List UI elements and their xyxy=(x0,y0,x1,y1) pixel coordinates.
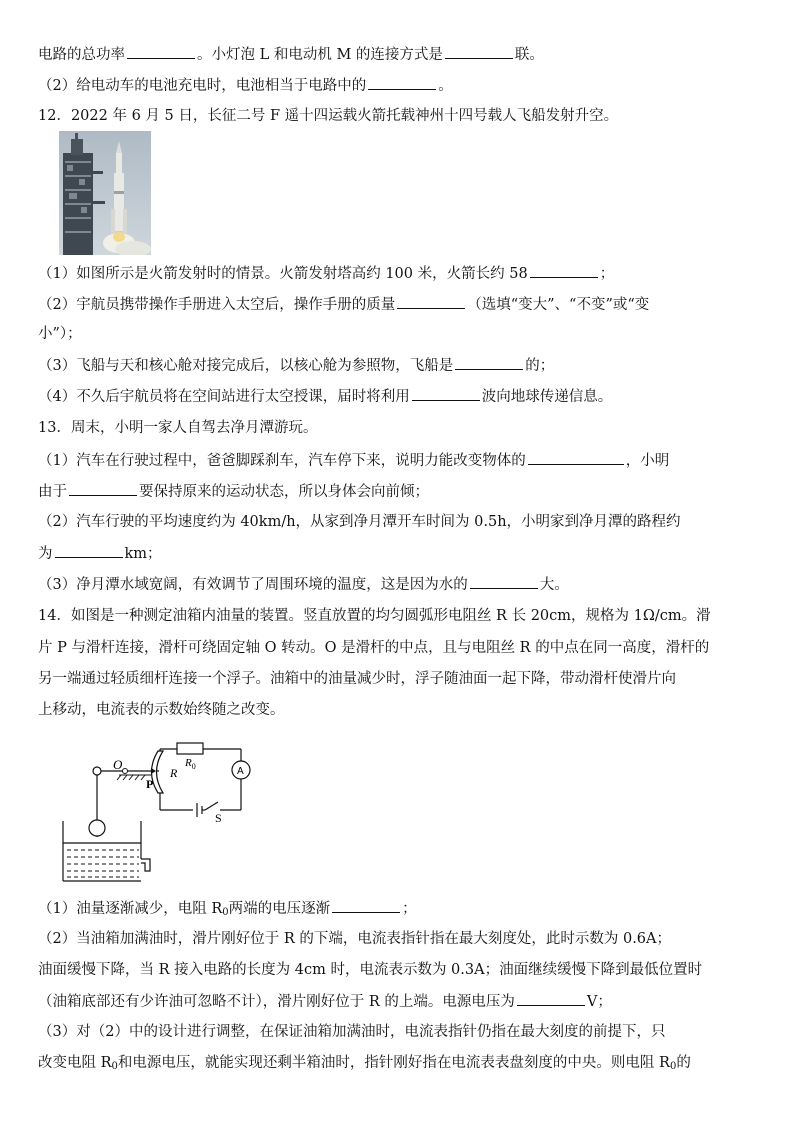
label-s: S xyxy=(215,811,222,825)
answer-blank[interactable] xyxy=(397,294,465,309)
text: ； xyxy=(599,266,615,282)
text: （1）如图所示是火箭发射时的情景。火箭发射塔高约 100 米，火箭长约 58 xyxy=(38,266,528,282)
label-r0: $R_0$ xyxy=(185,757,196,771)
q14-stem-4: 上移动，电流表的示数始终随之改变。 xyxy=(38,702,285,718)
text: 和电源电压，就能实现还剩半箱油时，指针刚好指在电流表表盘刻度的中央。则电阻 R xyxy=(117,1055,670,1071)
q13-part2: （2）汽车行驶的平均速度约为 40km/h，从家到净月潭开车时间为 0.5h，小明家到净月潭的路程约 xyxy=(38,514,681,530)
q13-part3 xyxy=(38,574,569,595)
q12-stem: 12．2022 年 6 月 5 日，长征二号 F 遥十四运载火箭托载神州十四号载人飞船发射升空。 xyxy=(38,108,619,124)
q13-stem: 13．周末，小明一家人自驾去净月潭游玩。 xyxy=(38,420,318,436)
answer-blank[interactable] xyxy=(332,898,400,913)
answer-blank[interactable] xyxy=(368,75,436,90)
q13-part2-cont xyxy=(38,543,162,564)
answer-blank[interactable] xyxy=(455,355,523,370)
q14-part3-1: （3）对（2）中的设计进行调整，在保证油箱加满油时，电流表指针仍指在最大刻度的前提下，只 xyxy=(38,1024,666,1040)
q14-part2-2: 油面缓慢下降，当 R 接入电路的长度为 4cm 时，电流表示数为 0.3A；油面继续缓慢下降到最低位置时 xyxy=(38,962,703,978)
q14-part3-2 xyxy=(38,1053,691,1077)
answer-blank[interactable] xyxy=(517,991,585,1006)
q11-line-a xyxy=(38,44,544,65)
label-r: R xyxy=(170,766,178,780)
text: （油箱底部还有少许油可忽略不计），滑片刚好位于 R 的上端。电源电压为 xyxy=(38,994,515,1010)
text: 联。 xyxy=(514,47,544,63)
answer-blank[interactable] xyxy=(127,44,195,59)
float-icon xyxy=(89,820,105,836)
q14-part1 xyxy=(38,898,417,923)
answer-blank[interactable] xyxy=(69,481,137,496)
text: 波向地球传递信息。 xyxy=(481,389,613,405)
resistor-r0 xyxy=(177,743,203,754)
rocket-launch-image xyxy=(59,131,151,255)
q14-part2-3 xyxy=(38,991,612,1012)
text: 。 xyxy=(438,78,453,94)
text: V； xyxy=(586,994,612,1010)
text: 的 xyxy=(676,1055,691,1071)
text: ，小明 xyxy=(625,453,670,469)
q12-part2-cont: 小”）； xyxy=(38,326,82,342)
subscript: 0 xyxy=(222,907,229,918)
text: （2）宇航员携带操作手册进入太空后，操作手册的质量 xyxy=(38,297,396,313)
text: （4）不久后宇航员将在空间站进行太空授课，届时将利用 xyxy=(38,389,410,405)
text: 要保持原来的运动状态，所以身体会向前倾； xyxy=(139,484,429,500)
q14-stem-3: 另一端通过轻质细杆连接一个浮子。油箱中的油量减少时，浮子随油面一起下降，带动滑杆使滑片向 xyxy=(38,671,676,687)
label-p: P xyxy=(146,777,154,791)
q12-part4 xyxy=(38,386,612,407)
label-o: O xyxy=(113,757,123,772)
pivot-o-icon xyxy=(93,767,101,775)
text: （选填“变大”、“不变”或“变 xyxy=(467,297,650,313)
text: 为 xyxy=(38,546,53,562)
answer-blank[interactable] xyxy=(412,386,480,401)
q13-part1-cont xyxy=(38,481,429,502)
text: ； xyxy=(402,901,417,917)
answer-blank[interactable] xyxy=(445,44,513,59)
answer-blank[interactable] xyxy=(530,263,598,278)
q14-stem-1: 14．如图是一种测定油箱内油量的装置。竖直放置的均匀圆弧形电阻丝 R 长 20cm，规格为 1Ω/cm。滑 xyxy=(38,608,711,624)
text: （3）净月潭水域宽阔，有效调节了周围环境的温度，这是因为水的 xyxy=(38,577,468,593)
text: 改变电阻 R xyxy=(38,1055,112,1071)
rocket-launch-photo xyxy=(59,131,151,255)
text: 。小灯泡 L 和电动机 M 的连接方式是 xyxy=(197,47,443,63)
label-a: A xyxy=(237,766,244,777)
q14-stem-2: 片 P 与滑杆连接，滑杆可绕固定轴 O 转动。O 是滑杆的中点，且与电阻丝 R 的中点在同一高度，滑杆的 xyxy=(38,640,710,656)
answer-blank[interactable] xyxy=(55,543,123,558)
circuit-svg xyxy=(55,725,265,885)
text: （3）飞船与天和核心舱对接完成后，以核心舱为参照物，飞船是 xyxy=(38,358,454,374)
q13-part1 xyxy=(38,450,669,471)
text: 的； xyxy=(525,358,555,374)
subscript: 0 xyxy=(669,1061,677,1072)
text: 由于 xyxy=(38,484,67,500)
q12-part1 xyxy=(38,263,614,284)
text: （1）油量逐渐减少，电阻 R xyxy=(38,901,223,917)
text: （1）汽车在行驶过程中，爸爸脚踩刹车，汽车停下来，说明力能改变物体的 xyxy=(38,453,526,469)
text: 电路的总功率 xyxy=(38,47,125,63)
text: km； xyxy=(124,546,162,562)
answer-blank[interactable] xyxy=(470,574,538,589)
subscript: 0 xyxy=(111,1061,118,1072)
answer-blank[interactable] xyxy=(528,450,624,465)
text: 大。 xyxy=(539,577,569,593)
text: 两端的电压逐渐 xyxy=(228,901,331,917)
q12-part2 xyxy=(38,294,649,315)
q14-part2-1: （2）当油箱加满油时，滑片刚好位于 R 的下端，电流表指针指在最大刻度处，此时示数为 0.6A； xyxy=(38,931,671,947)
q12-part3 xyxy=(38,355,554,376)
q11-line-b xyxy=(38,75,453,96)
drain-tap-icon xyxy=(141,859,150,871)
text: （2）给电动车的电池充电时，电池相当于电路中的 xyxy=(38,78,367,94)
oil-gauge-circuit-diagram xyxy=(55,725,265,889)
